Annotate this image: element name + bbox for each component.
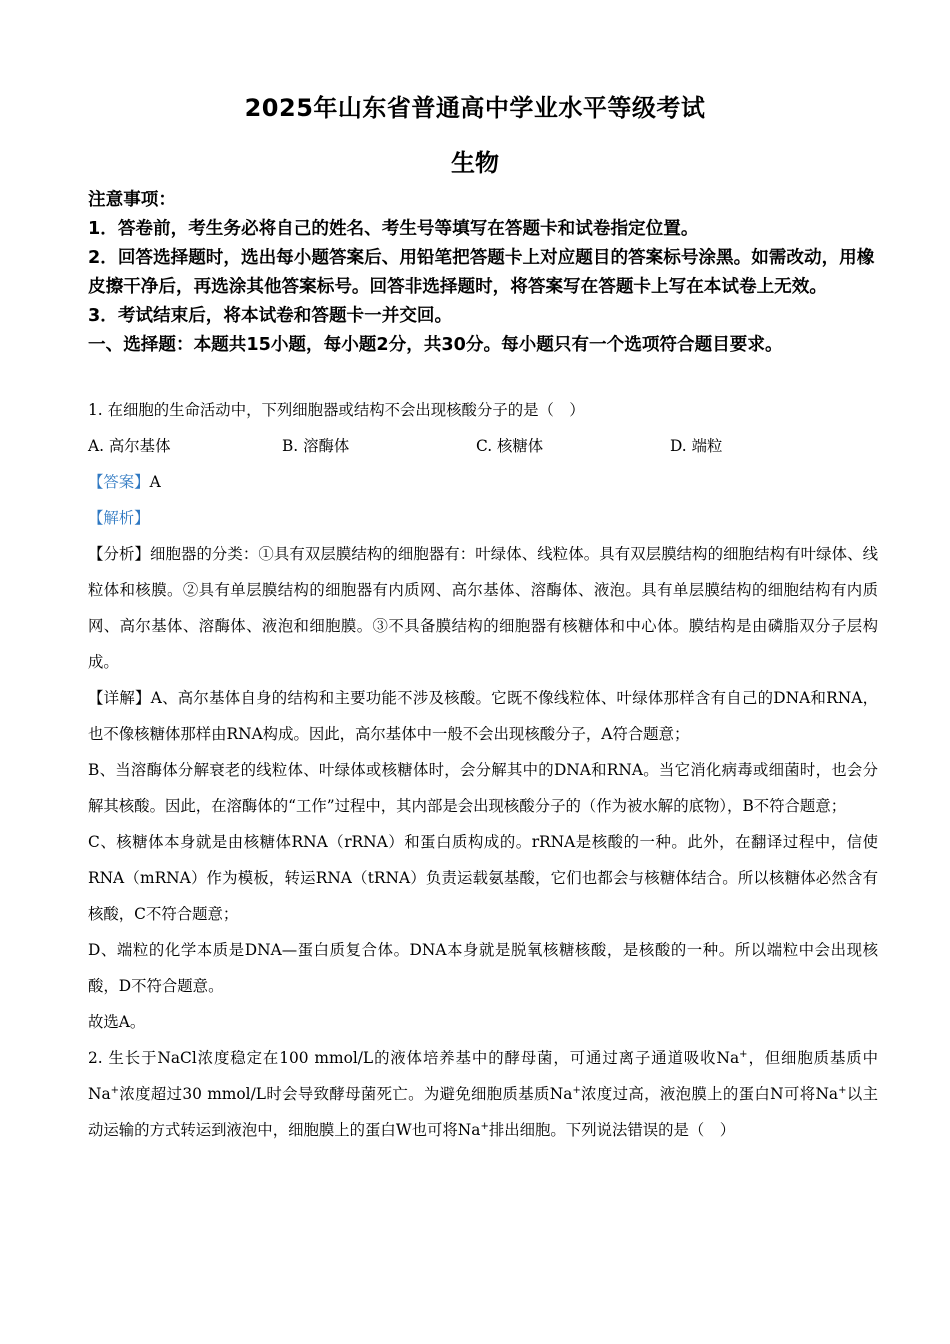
exam-title: 2025年山东省普通高中学业水平等级考试 (244, 94, 706, 122)
notes-section (88, 186, 878, 360)
q1-analysis-tag (88, 500, 878, 536)
note-item-1: 1．答卷前，考生务必将自己的姓名、考生号等填写在答题卡和试卷指定位置。 (88, 219, 699, 239)
q2-seg: 浓度过高，液泡膜上的蛋白N可将Na (580, 1085, 839, 1103)
answer-value: A (149, 473, 161, 491)
detail-a-text: A、高尔基体自身的结构和主要功能不涉及核酸。它既不像线粒体、叶绿体那样含有自己的DNA和RNA，也不像核糖体那样由RNA构成。因此，高尔基体中一般不会出现核酸分子，A符合题意； (88, 689, 878, 743)
q1-option-b: B. 溶酶体 (282, 437, 350, 455)
q2-seg: 排出细胞。下列说法错误的是（ ） (488, 1121, 736, 1139)
superscript-plus: + (739, 1049, 748, 1060)
notes-heading: 注意事项： (88, 190, 176, 210)
superscript-plus: + (480, 1121, 489, 1132)
superscript-plus: + (110, 1085, 120, 1096)
q1-detail-a (88, 680, 878, 752)
answer-tag: 【答案】 (88, 473, 150, 491)
fenxi-tag: 【分析】 (88, 545, 150, 563)
q1-detail-d: D、端粒的化学本质是DNA—蛋白质复合体。DNA本身就是脱氧核糖核酸，是核酸的一种。所以端粒中会出现核酸，D不符合题意。 (88, 941, 878, 995)
section-heading: 一、选择题：本题共15小题，每小题2分，共30分。每小题只有一个选项符合题目要求。 (88, 335, 783, 355)
q1-detail-c: C、核糖体本身就是由核糖体RNA（rRNA）和蛋白质构成的。rRNA是核酸的一种。此外，在翻译过程中，信使RNA（mRNA）作为模板，转运RNA（tRNA）负责运载氨基酸，它们也都会与核糖体结合。所以核糖体必然含有核酸，C不符合题意； (88, 833, 878, 923)
q2-seg: 浓度超过30 mmol/L时会导致酵母菌死亡。为避免细胞质基质Na (119, 1085, 573, 1103)
note-item-2: 2．回答选择题时，选出每小题答案后、用铅笔把答题卡上对应题目的答案标号涂黑。如需改动，用橡皮擦干净后，再选涂其他答案标号。回答非选择题时，将答案写在答题卡上写在本试卷上无效。 (88, 248, 875, 297)
q2-seg: 以主动运输的方式转运到液泡中，细胞膜上的蛋白W也可将Na (88, 1085, 878, 1139)
question-body (88, 392, 878, 1148)
superscript-plus: + (572, 1085, 581, 1096)
q1-stem: 1. 在细胞的生命活动中，下列细胞器或结构不会出现核酸分子的是（ ） (88, 401, 585, 419)
q1-conclusion: 故选A。 (88, 1013, 146, 1031)
q2-seg: ，但细胞质基质中Na (88, 1049, 878, 1103)
q1-option-a: A. 高尔基体 (88, 437, 171, 455)
xiangjie-tag: 【详解】 (88, 689, 151, 707)
q1-option-c: C. 核糖体 (476, 437, 544, 455)
q2-seg: 2. 生长于NaCl浓度稳定在100 mmol/L的液体培养基中的酵母菌，可通过离子通道吸收Na (88, 1049, 740, 1067)
superscript-plus: + (838, 1085, 847, 1096)
q1-option-d: D. 端粒 (670, 437, 723, 455)
note-item-3: 3．考试结束后，将本试卷和答题卡一并交回。 (88, 306, 453, 326)
fenxi-text: 细胞器的分类：①具有双层膜结构的细胞器有：叶绿体、线粒体。具有双层膜结构的细胞结构有叶绿体、线粒体和核膜。②具有单层膜结构的细胞器有内质网、高尔基体、溶酶体、液泡。具有单层膜结构的细胞结构有内质网、高尔基体、溶酶体、液泡和细胞膜。③不具备膜结构的细胞器有核糖体和中心体。膜结构是由磷脂双分子层构成。 (88, 545, 878, 671)
q2-stem (88, 1040, 878, 1148)
q1-options (88, 428, 878, 464)
q1-answer (88, 464, 878, 500)
q1-detail-b: B、当溶酶体分解衰老的线粒体、叶绿体或核糖体时，会分解其中的DNA和RNA。当它消化病毒或细菌时，也会分解其核酸。因此，在溶酶体的“工作”过程中，其内部是会出现核酸分子的（作为被水解的底物），B不符合题意； (88, 761, 878, 815)
subject-title: 生物 (451, 149, 499, 177)
analysis-tag: 【解析】 (88, 509, 150, 527)
q1-fenxi (88, 536, 878, 680)
